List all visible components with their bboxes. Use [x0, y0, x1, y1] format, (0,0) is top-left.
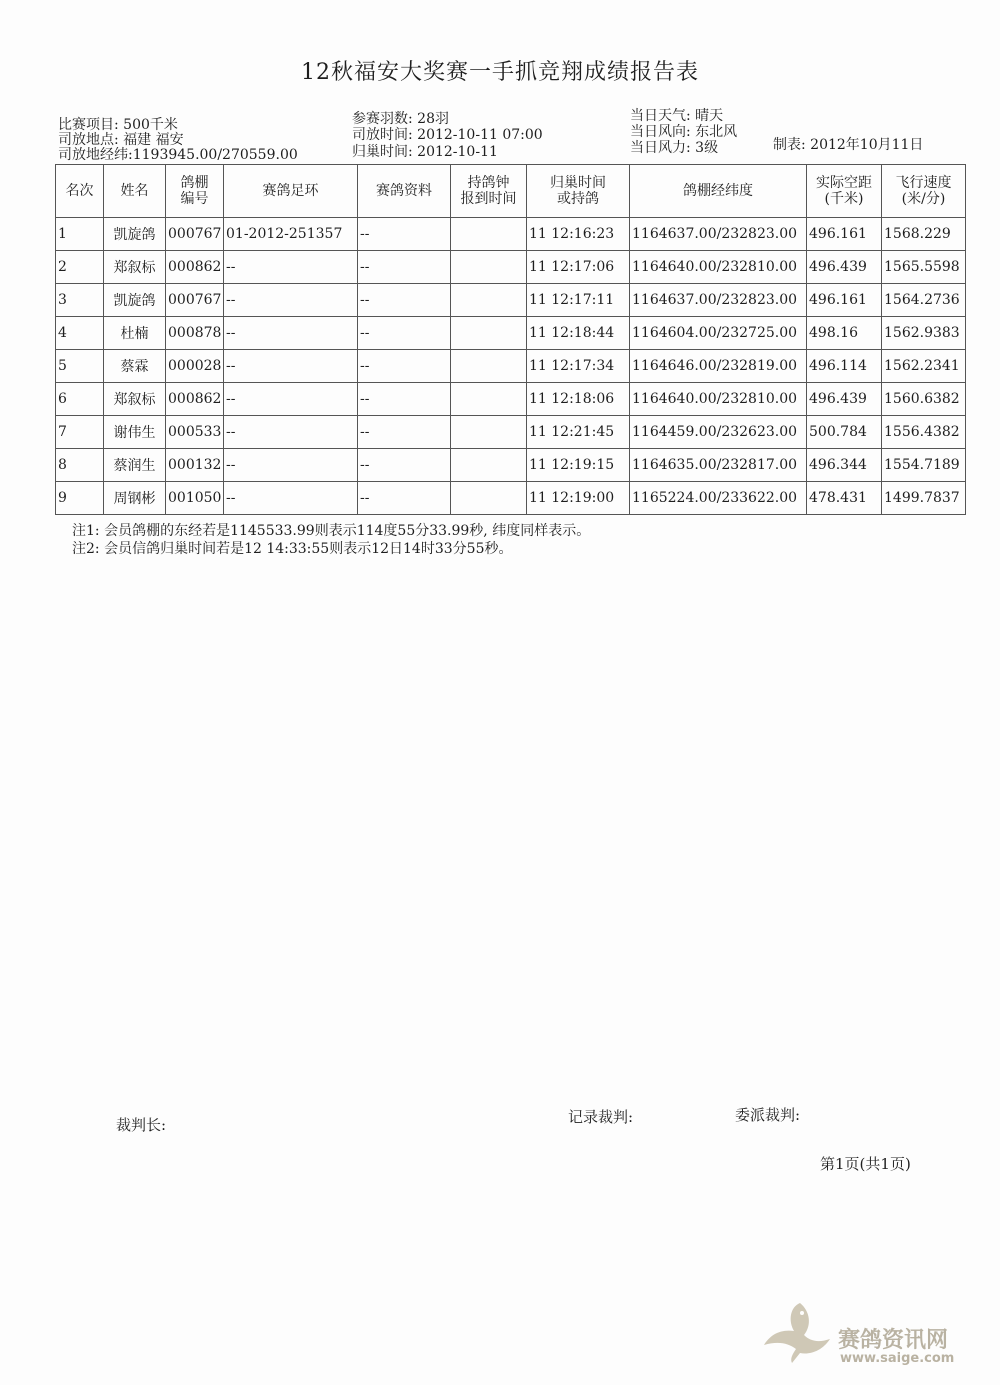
watermark-name: 赛鸽资讯网: [838, 1328, 949, 1353]
cell-distance: 478.431: [807, 482, 882, 515]
cell-coords: 1164459.00/232623.00: [630, 416, 807, 449]
header-speed: 飞行速度 (米/分): [882, 165, 966, 218]
table-row: [56, 416, 966, 449]
recording-judge-label: 记录裁判:: [568, 1108, 634, 1126]
cell-ring: --: [224, 317, 358, 350]
pigeon-logo-icon: [760, 1295, 835, 1365]
cell-loft: 000862: [166, 383, 224, 416]
table-row: [56, 482, 966, 515]
cell-rank: 6: [56, 383, 104, 416]
cell-distance: 498.16: [807, 317, 882, 350]
table-row: [56, 218, 966, 251]
cell-info: --: [358, 449, 451, 482]
cell-name: 郑叙标: [104, 251, 166, 284]
cell-return: 11 12:18:44: [527, 317, 630, 350]
report-title: 12秋福安大奖赛一手抓竞翔成绩报告表: [301, 60, 699, 85]
table-row: [56, 383, 966, 416]
cell-speed: 1499.7837: [882, 482, 966, 515]
cell-rank: 9: [56, 482, 104, 515]
cell-clock: [451, 317, 527, 350]
release-coords: 司放地经纬:1193945.00/270559.00: [58, 147, 298, 163]
cell-distance: 496.114: [807, 350, 882, 383]
cell-speed: 1568.229: [882, 218, 966, 251]
cell-name: 凯旋鸽: [104, 284, 166, 317]
cell-return: 11 12:17:11: [527, 284, 630, 317]
cell-clock: [451, 218, 527, 251]
cell-rank: 5: [56, 350, 104, 383]
chief-judge-label: 裁判长:: [116, 1116, 167, 1134]
made-date: 制表: 2012年10月11日: [773, 137, 924, 153]
cell-info: --: [358, 317, 451, 350]
cell-speed: 1556.4382: [882, 416, 966, 449]
wind-direction: 当日风向: 东北风: [630, 124, 738, 140]
cell-name: 谢伟生: [104, 416, 166, 449]
page-number: 第1页(共1页): [820, 1155, 911, 1173]
release-place: 司放地点: 福建 福安: [58, 132, 184, 148]
cell-name: 周钢彬: [104, 482, 166, 515]
cell-speed: 1565.5598: [882, 251, 966, 284]
table-row: [56, 251, 966, 284]
cell-rank: 1: [56, 218, 104, 251]
cell-name: 郑叙标: [104, 383, 166, 416]
cell-speed: 1554.7189: [882, 449, 966, 482]
cell-loft: 001050: [166, 482, 224, 515]
cell-info: --: [358, 383, 451, 416]
cell-ring: --: [224, 449, 358, 482]
wind-force: 当日风力: 3级: [630, 140, 719, 156]
cell-ring: --: [224, 482, 358, 515]
cell-loft: 000132: [166, 449, 224, 482]
cell-rank: 3: [56, 284, 104, 317]
note-2: 注2: 会员信鸽归巢时间若是12 14:33:55则表示12日14时33分55秒。: [72, 541, 513, 557]
cell-speed: 1562.9383: [882, 317, 966, 350]
cell-coords: 1164640.00/232810.00: [630, 383, 807, 416]
watermark-url: www.saige.com: [840, 1351, 955, 1366]
cell-return: 11 12:18:06: [527, 383, 630, 416]
cell-distance: 496.439: [807, 383, 882, 416]
header-loft-no: 鸽棚 编号: [166, 165, 224, 218]
cell-name: 凯旋鸽: [104, 218, 166, 251]
header-coords: 鸽棚经纬度: [630, 165, 807, 218]
cell-distance: 496.439: [807, 251, 882, 284]
cell-name: 杜楠: [104, 317, 166, 350]
note-1: 注1: 会员鸽棚的东经若是1145533.99则表示114度55分33.99秒, 纬度同样表示。: [72, 523, 591, 539]
cell-return: 11 12:17:06: [527, 251, 630, 284]
cell-coords: 1164604.00/232725.00: [630, 317, 807, 350]
cell-clock: [451, 251, 527, 284]
cell-return: 11 12:16:23: [527, 218, 630, 251]
table-header-row: [56, 165, 966, 218]
header-name: 姓名: [104, 165, 166, 218]
cell-info: --: [358, 416, 451, 449]
table-row: [56, 449, 966, 482]
cell-ring: 01-2012-251357: [224, 218, 358, 251]
cell-coords: 1164637.00/232823.00: [630, 284, 807, 317]
cell-rank: 2: [56, 251, 104, 284]
cell-ring: --: [224, 416, 358, 449]
cell-speed: 1560.6382: [882, 383, 966, 416]
cell-ring: --: [224, 350, 358, 383]
cell-coords: 1164640.00/232810.00: [630, 251, 807, 284]
appointed-judge-label: 委派裁判:: [735, 1106, 801, 1124]
cell-distance: 500.784: [807, 416, 882, 449]
header-return: 归巢时间 或持鸽: [527, 165, 630, 218]
cell-clock: [451, 350, 527, 383]
cell-speed: 1562.2341: [882, 350, 966, 383]
header-clock: 持鸽钟 报到时间: [451, 165, 527, 218]
cell-distance: 496.344: [807, 449, 882, 482]
cell-ring: --: [224, 284, 358, 317]
cell-return: 11 12:21:45: [527, 416, 630, 449]
cell-clock: [451, 449, 527, 482]
cell-loft: 000862: [166, 251, 224, 284]
cell-loft: 000767: [166, 218, 224, 251]
cell-loft: 000878: [166, 317, 224, 350]
cell-ring: --: [224, 251, 358, 284]
cell-rank: 8: [56, 449, 104, 482]
header-info: 赛鸽资料: [358, 165, 451, 218]
results-table: [55, 164, 966, 515]
cell-coords: 1165224.00/233622.00: [630, 482, 807, 515]
cell-coords: 1164646.00/232819.00: [630, 350, 807, 383]
cell-return: 11 12:19:15: [527, 449, 630, 482]
cell-clock: [451, 383, 527, 416]
entries-count: 参赛羽数: 28羽: [352, 111, 449, 127]
cell-info: --: [358, 482, 451, 515]
cell-loft: 000533: [166, 416, 224, 449]
cell-loft: 000028: [166, 350, 224, 383]
cell-clock: [451, 482, 527, 515]
table-row: [56, 350, 966, 383]
cell-return: 11 12:19:00: [527, 482, 630, 515]
cell-info: --: [358, 350, 451, 383]
cell-info: --: [358, 218, 451, 251]
cell-return: 11 12:17:34: [527, 350, 630, 383]
cell-speed: 1564.2736: [882, 284, 966, 317]
header-rank: 名次: [56, 165, 104, 218]
cell-name: 蔡霖: [104, 350, 166, 383]
race-item: 比赛项目: 500千米: [58, 117, 178, 133]
table-row: [56, 284, 966, 317]
cell-coords: 1164637.00/232823.00: [630, 218, 807, 251]
header-distance: 实际空距 (千米): [807, 165, 882, 218]
cell-info: --: [358, 251, 451, 284]
cell-name: 蔡润生: [104, 449, 166, 482]
weather: 当日天气: 晴天: [630, 108, 724, 124]
cell-distance: 496.161: [807, 218, 882, 251]
header-ring: 赛鸽足环: [224, 165, 358, 218]
cell-clock: [451, 416, 527, 449]
cell-rank: 4: [56, 317, 104, 350]
cell-loft: 000767: [166, 284, 224, 317]
cell-distance: 496.161: [807, 284, 882, 317]
cell-clock: [451, 284, 527, 317]
cell-coords: 1164635.00/232817.00: [630, 449, 807, 482]
cell-info: --: [358, 284, 451, 317]
return-time: 归巢时间: 2012-10-11: [352, 144, 498, 160]
release-time: 司放时间: 2012-10-11 07:00: [352, 127, 543, 143]
cell-rank: 7: [56, 416, 104, 449]
cell-ring: --: [224, 383, 358, 416]
table-row: [56, 317, 966, 350]
